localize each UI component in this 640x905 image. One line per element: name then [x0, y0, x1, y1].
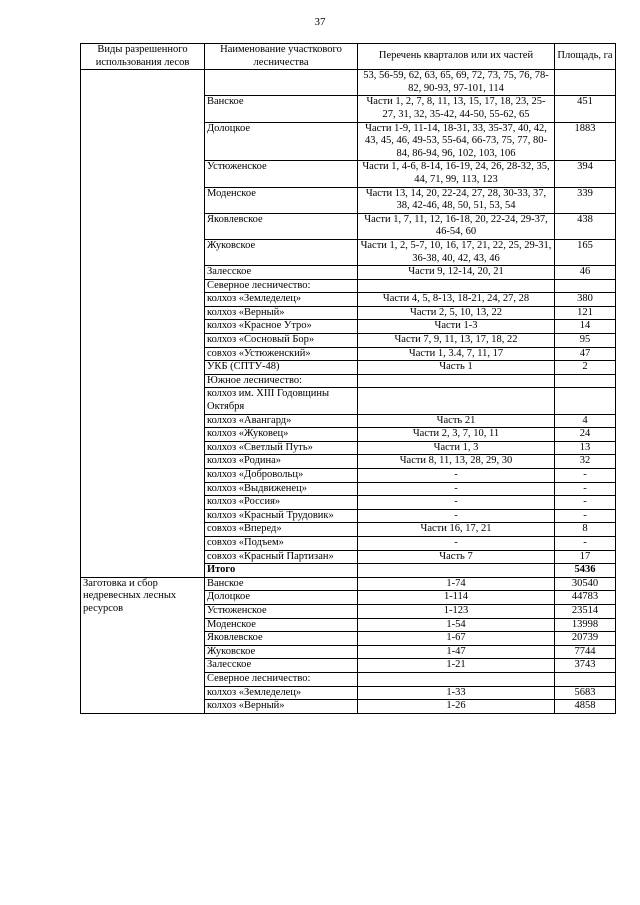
table-row — [81, 70, 616, 96]
area-cell: 23514 — [555, 604, 616, 618]
forestry-name-cell: колхоз «Верный» — [205, 306, 358, 320]
forestry-name-cell: Долоцкое — [205, 122, 358, 161]
area-cell: 121 — [555, 306, 616, 320]
quarters-cell: - — [358, 509, 555, 523]
area-cell: - — [555, 482, 616, 496]
forestry-name-cell: колхоз «Жуковец» — [205, 428, 358, 442]
forestry-name-cell: Устюженское — [205, 604, 358, 618]
quarters-cell — [358, 388, 555, 414]
area-cell: 46 — [555, 266, 616, 280]
quarters-cell: Части 1, 7, 11, 12, 16-18, 20, 22-24, 29-37, 46-54, 60 — [358, 213, 555, 239]
forestry-name-cell: колхоз «Земледелец» — [205, 293, 358, 307]
quarters-cell — [358, 279, 555, 293]
area-cell: 17 — [555, 550, 616, 564]
quarters-cell: Часть 7 — [358, 550, 555, 564]
area-cell: 380 — [555, 293, 616, 307]
quarters-cell: 1-47 — [358, 645, 555, 659]
use-type-cell — [81, 70, 205, 578]
area-cell: 44783 — [555, 591, 616, 605]
forestry-name-cell: Жуковское — [205, 239, 358, 265]
area-cell: 394 — [555, 161, 616, 187]
forestry-name-cell — [205, 70, 358, 96]
quarters-cell: Части 1, 2, 7, 8, 11, 13, 15, 17, 18, 23, 25-27, 31, 32, 35-42, 44-50, 55-62, 65 — [358, 96, 555, 122]
area-cell — [555, 374, 616, 388]
quarters-cell: - — [358, 469, 555, 483]
area-cell: 5683 — [555, 686, 616, 700]
quarters-cell: Части 1, 3.4, 7, 11, 17 — [358, 347, 555, 361]
area-cell — [555, 672, 616, 686]
forestry-name-cell: Долоцкое — [205, 591, 358, 605]
quarters-cell: 1-21 — [358, 659, 555, 673]
forestry-name-cell: колхоз «Россия» — [205, 496, 358, 510]
area-cell: 2 — [555, 361, 616, 375]
area-cell: 339 — [555, 187, 616, 213]
area-cell — [555, 388, 616, 414]
quarters-cell: Части 7, 9, 11, 13, 17, 18, 22 — [358, 334, 555, 348]
quarters-cell: 1-33 — [358, 686, 555, 700]
forestry-name-cell: Северное лесничество: — [205, 672, 358, 686]
area-cell: 438 — [555, 213, 616, 239]
area-cell: 13 — [555, 441, 616, 455]
area-cell: 1883 — [555, 122, 616, 161]
forestry-name-cell: Яковлевское — [205, 213, 358, 239]
quarters-cell: - — [358, 496, 555, 510]
forestry-name-cell: совхоз «Вперед» — [205, 523, 358, 537]
forestry-name-cell: совхоз «Красный Партизан» — [205, 550, 358, 564]
quarters-cell: Часть 1 — [358, 361, 555, 375]
quarters-cell: Части 2, 3, 7, 10, 11 — [358, 428, 555, 442]
forestry-name-cell: совхоз «Устюженский» — [205, 347, 358, 361]
page-number: 37 — [314, 16, 326, 28]
use-type-cell: Заготовка и сбор недревесных лесных ресурсов — [81, 577, 205, 713]
quarters-cell: Части 4, 5, 8-13, 18-21, 24, 27, 28 — [358, 293, 555, 307]
area-cell — [555, 70, 616, 96]
quarters-cell: - — [358, 482, 555, 496]
area-cell: - — [555, 496, 616, 510]
area-cell: 451 — [555, 96, 616, 122]
forestry-name-cell: колхоз «Добровольц» — [205, 469, 358, 483]
area-cell: 30540 — [555, 577, 616, 591]
header-forestry-name: Наименование участкового лесничества — [205, 44, 358, 70]
header-area: Площадь, га — [555, 44, 616, 70]
area-cell: 13998 — [555, 618, 616, 632]
quarters-cell: 53, 56-59, 62, 63, 65, 69, 72, 73, 75, 76, 78-82, 90-93, 97-101, 114 — [358, 70, 555, 96]
forestry-name-cell: Устюженское — [205, 161, 358, 187]
quarters-cell: Части 16, 17, 21 — [358, 523, 555, 537]
area-cell: 4858 — [555, 700, 616, 714]
area-cell: 24 — [555, 428, 616, 442]
area-cell: 8 — [555, 523, 616, 537]
forestry-name-cell: совхоз «Подъем» — [205, 536, 358, 550]
area-cell: 95 — [555, 334, 616, 348]
area-cell: - — [555, 509, 616, 523]
total-quarters-cell — [358, 564, 555, 578]
quarters-cell: - — [358, 536, 555, 550]
forestry-name-cell: колхоз им. XIII Годовщины Октября — [205, 388, 358, 414]
area-cell: 47 — [555, 347, 616, 361]
total-area: 5436 — [555, 564, 616, 578]
area-cell: - — [555, 536, 616, 550]
area-cell: 32 — [555, 455, 616, 469]
forestry-name-cell: колхоз «Красный Трудовик» — [205, 509, 358, 523]
area-cell: 4 — [555, 414, 616, 428]
area-cell: 3743 — [555, 659, 616, 673]
forestry-name-cell: колхоз «Верный» — [205, 700, 358, 714]
quarters-cell — [358, 374, 555, 388]
quarters-cell: Части 2, 5, 10, 13, 22 — [358, 306, 555, 320]
forestry-name-cell: колхоз «Земледелец» — [205, 686, 358, 700]
table-row — [81, 577, 616, 591]
forestry-name-cell: Ванское — [205, 96, 358, 122]
forest-use-table — [80, 43, 616, 714]
quarters-cell — [358, 672, 555, 686]
forestry-name-cell: Моденское — [205, 187, 358, 213]
quarters-cell: 1-67 — [358, 632, 555, 646]
quarters-cell: 1-74 — [358, 577, 555, 591]
forestry-name-cell: колхоз «Сосновый Бор» — [205, 334, 358, 348]
forestry-name-cell: колхоз «Авангард» — [205, 414, 358, 428]
quarters-cell: Части 8, 11, 13, 28, 29, 30 — [358, 455, 555, 469]
quarters-cell: Части 1, 2, 5-7, 10, 16, 17, 21, 22, 25, 29-31, 36-38, 40, 42, 43, 46 — [358, 239, 555, 265]
quarters-cell: Части 1, 4-6, 8-14, 16-19, 24, 26, 28-32, 35, 44, 71, 99, 113, 123 — [358, 161, 555, 187]
forestry-name-cell: Залесское — [205, 266, 358, 280]
quarters-cell: Части 1-3 — [358, 320, 555, 334]
area-cell: 20739 — [555, 632, 616, 646]
quarters-cell: 1-114 — [358, 591, 555, 605]
forestry-name-cell: Южное лесничество: — [205, 374, 358, 388]
area-cell: 165 — [555, 239, 616, 265]
area-cell — [555, 279, 616, 293]
forestry-name-cell: колхоз «Красное Утро» — [205, 320, 358, 334]
quarters-cell: 1-123 — [358, 604, 555, 618]
area-cell: 14 — [555, 320, 616, 334]
quarters-cell: Часть 21 — [358, 414, 555, 428]
forestry-name-cell: Моденское — [205, 618, 358, 632]
forestry-name-cell: УКБ (СПТУ-48) — [205, 361, 358, 375]
forestry-name-cell: Залесское — [205, 659, 358, 673]
quarters-cell: Части 9, 12-14, 20, 21 — [358, 266, 555, 280]
quarters-cell: Части 13, 14, 20, 22-24, 27, 28, 30-33, 37, 38, 42-46, 48, 50, 51, 53, 54 — [358, 187, 555, 213]
forestry-name-cell: Жуковское — [205, 645, 358, 659]
quarters-cell: 1-26 — [358, 700, 555, 714]
header-quarters: Перечень кварталов или их частей — [358, 44, 555, 70]
table-header-row — [81, 44, 616, 70]
quarters-cell: Части 1, 3 — [358, 441, 555, 455]
area-cell: 7744 — [555, 645, 616, 659]
forestry-name-cell: Северное лесничество: — [205, 279, 358, 293]
quarters-cell: Части 1-9, 11-14, 18-31, 33, 35-37, 40, 42, 43, 45, 46, 49-53, 55-64, 66-73, 75, 77, 80-84, 86-94, 96, 102, 103, 106 — [358, 122, 555, 161]
forestry-name-cell: колхоз «Выдвиженец» — [205, 482, 358, 496]
header-use-type: Виды разрешенного использования лесов — [81, 44, 205, 70]
total-label: Итого — [205, 564, 358, 578]
forestry-name-cell: Ванское — [205, 577, 358, 591]
area-cell: - — [555, 469, 616, 483]
forestry-name-cell: колхоз «Светлый Путь» — [205, 441, 358, 455]
quarters-cell: 1-54 — [358, 618, 555, 632]
forestry-name-cell: колхоз «Родина» — [205, 455, 358, 469]
forestry-name-cell: Яковлевское — [205, 632, 358, 646]
